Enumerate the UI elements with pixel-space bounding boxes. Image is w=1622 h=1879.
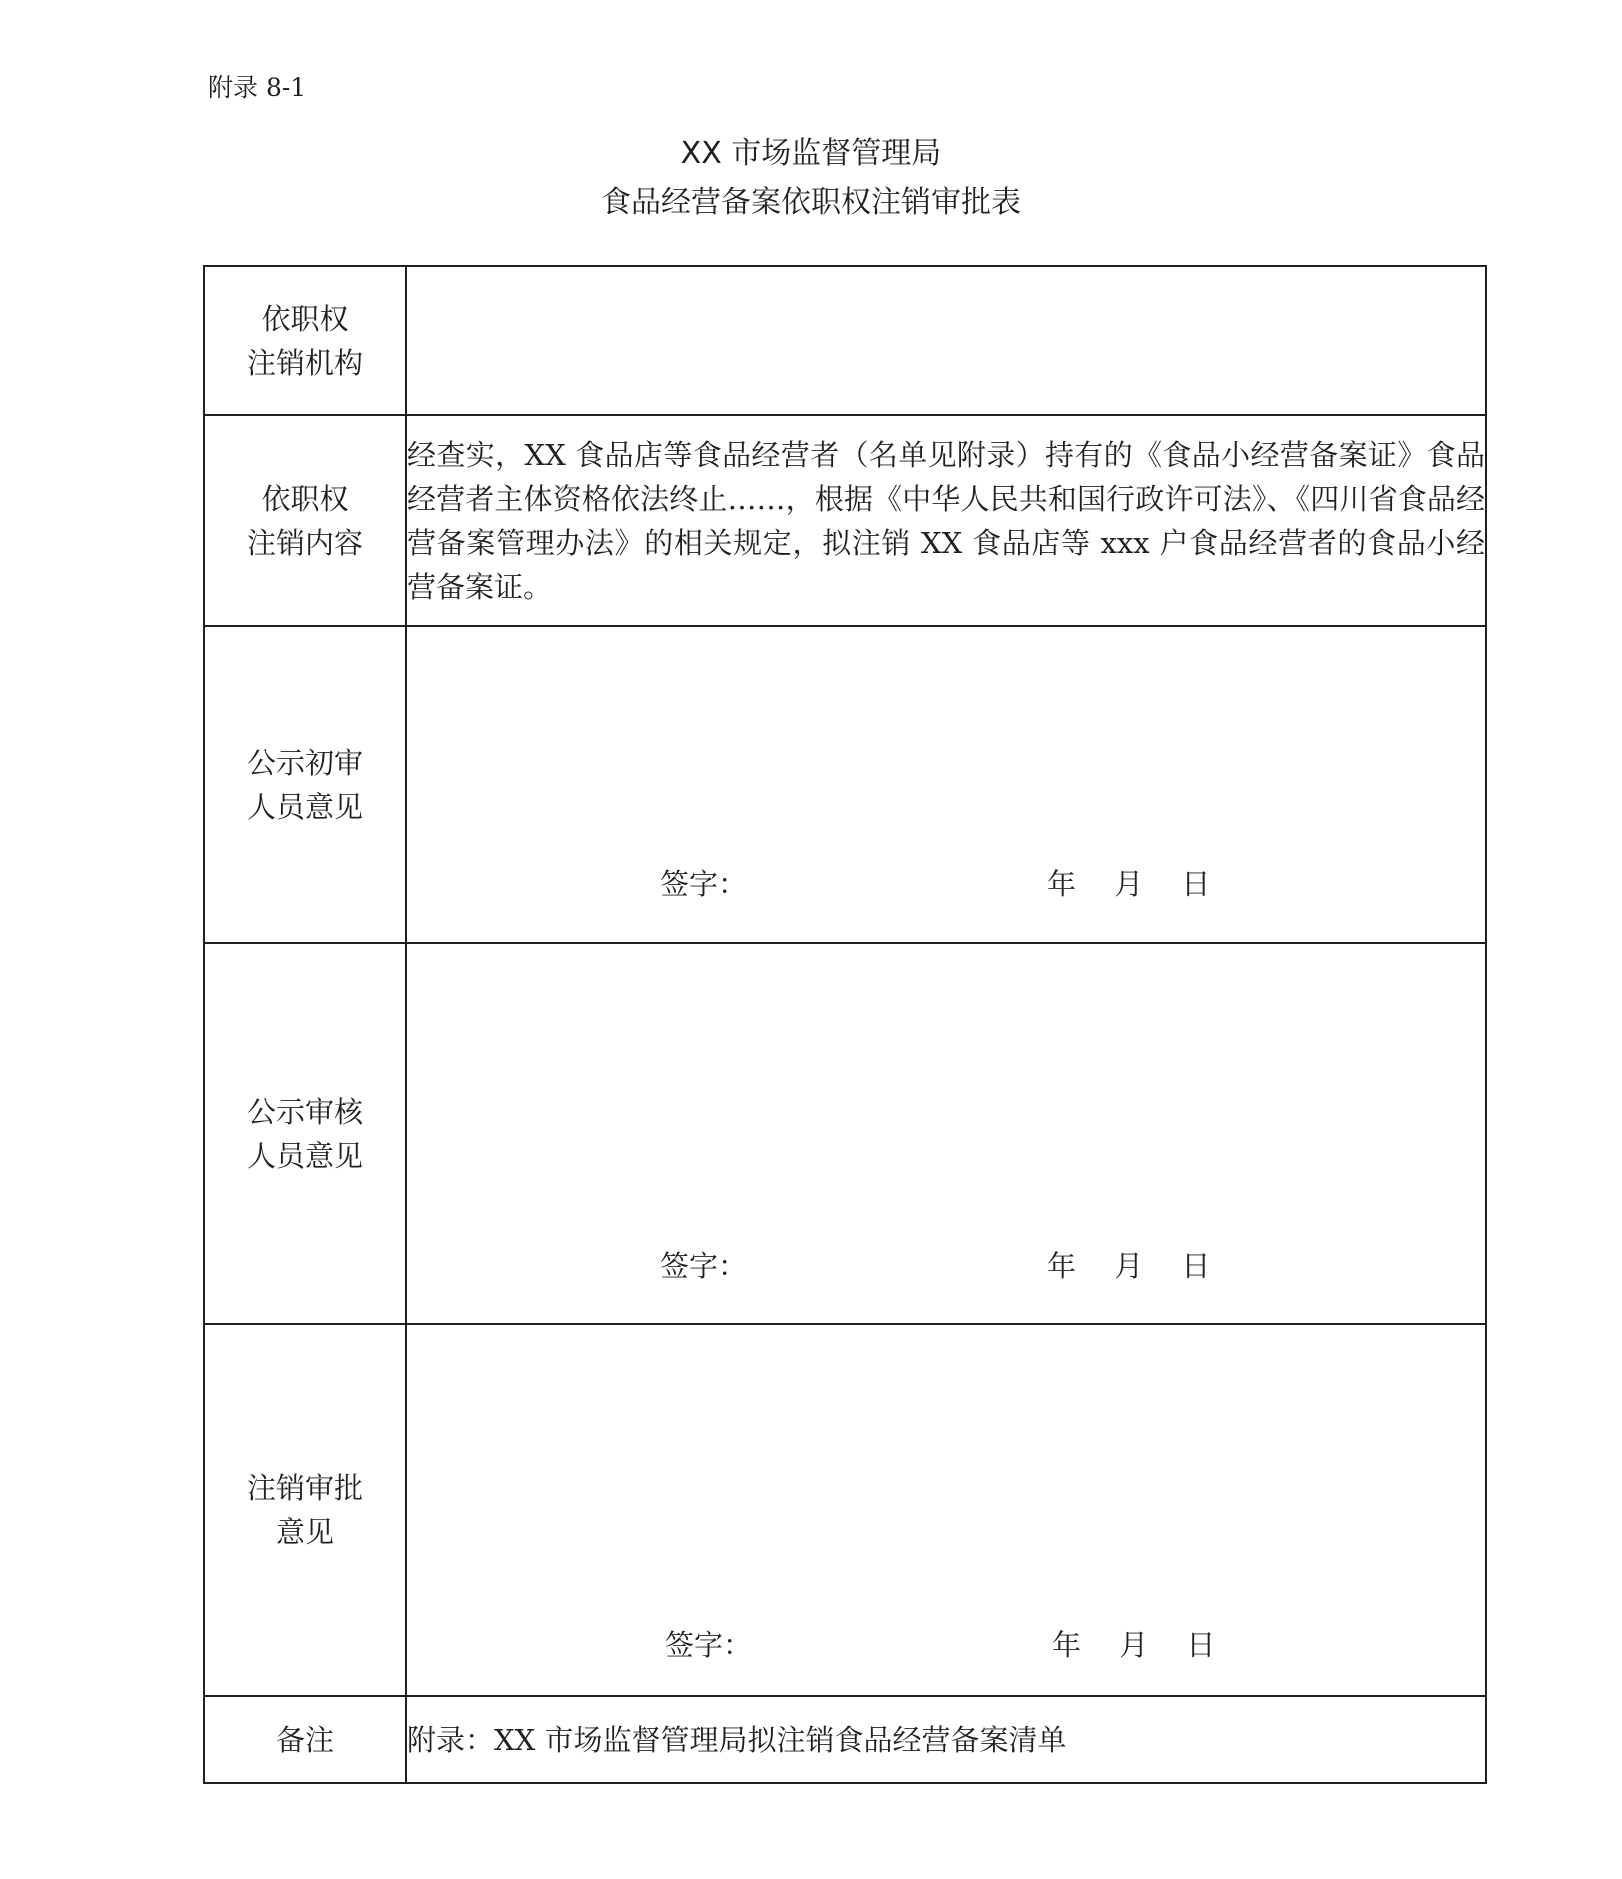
date-label: 年 月 日: [1052, 1628, 1216, 1662]
row-label-line: 人员意见: [246, 1138, 363, 1173]
row-remarks: [204, 1696, 1486, 1783]
row-label: [204, 1324, 406, 1696]
date-label: 年 月 日: [1047, 867, 1211, 901]
row-label-line: 公示审核: [246, 1094, 363, 1129]
remarks-text: 附录：XX 市场监督管理局拟注销食品经营备案清单: [406, 1696, 1486, 1783]
signature-line: [407, 1246, 1485, 1286]
approval-form-table: [203, 265, 1487, 1784]
signature-label: 签字：: [660, 1249, 748, 1283]
review-check-opinion-field[interactable]: [406, 943, 1486, 1324]
cancel-content-text: 经查实，XX 食品店等食品经营者（名单见附录）持有的《食品小经营备案证》食品经营者主体资格依法终止……，根据《中华人民共和国行政许可法》、《四川省食品经营备案管理办法》的相关规定，拟注销 XX 食品店等 xxx 户食品经营者的食品小经营备案证。: [406, 415, 1486, 626]
row-label-line: 人员意见: [246, 789, 363, 824]
date-label: 年 月 日: [1047, 1249, 1211, 1283]
row-cancel-approval: [204, 1324, 1486, 1696]
row-cancel-agency: [204, 266, 1486, 415]
row-review-check: [204, 943, 1486, 1324]
row-cancel-content: [204, 415, 1486, 626]
row-label-line: 公示初审: [246, 745, 363, 780]
row-label-line: 注销审批: [246, 1471, 363, 1505]
row-label-line: 注销内容: [246, 525, 363, 560]
row-initial-review: [204, 626, 1486, 943]
row-label: [204, 1696, 406, 1783]
row-label: [204, 626, 406, 943]
page-title-agency: XX 市场监督管理局: [680, 136, 942, 171]
row-label-line: 依职权: [261, 301, 349, 336]
row-label-line: 备注: [275, 1722, 334, 1757]
row-label: [204, 415, 406, 626]
appendix-number: 附录 8-1: [208, 73, 307, 102]
row-label-line: 依职权: [261, 481, 349, 516]
signature-label: 签字：: [660, 867, 748, 901]
row-label: [204, 943, 406, 1324]
row-label-line: 注销机构: [246, 345, 363, 380]
signature-line: [407, 864, 1485, 904]
signature-line: [407, 1625, 1485, 1665]
signature-label: 签字：: [665, 1628, 753, 1662]
initial-review-opinion-field[interactable]: [406, 626, 1486, 943]
cancel-approval-opinion-field[interactable]: [406, 1324, 1486, 1696]
row-label-line: 意见: [275, 1515, 334, 1549]
page-title-form: 食品经营备案依职权注销审批表: [601, 185, 1021, 220]
cancel-agency-field[interactable]: [406, 266, 1486, 415]
row-label: [204, 266, 406, 415]
